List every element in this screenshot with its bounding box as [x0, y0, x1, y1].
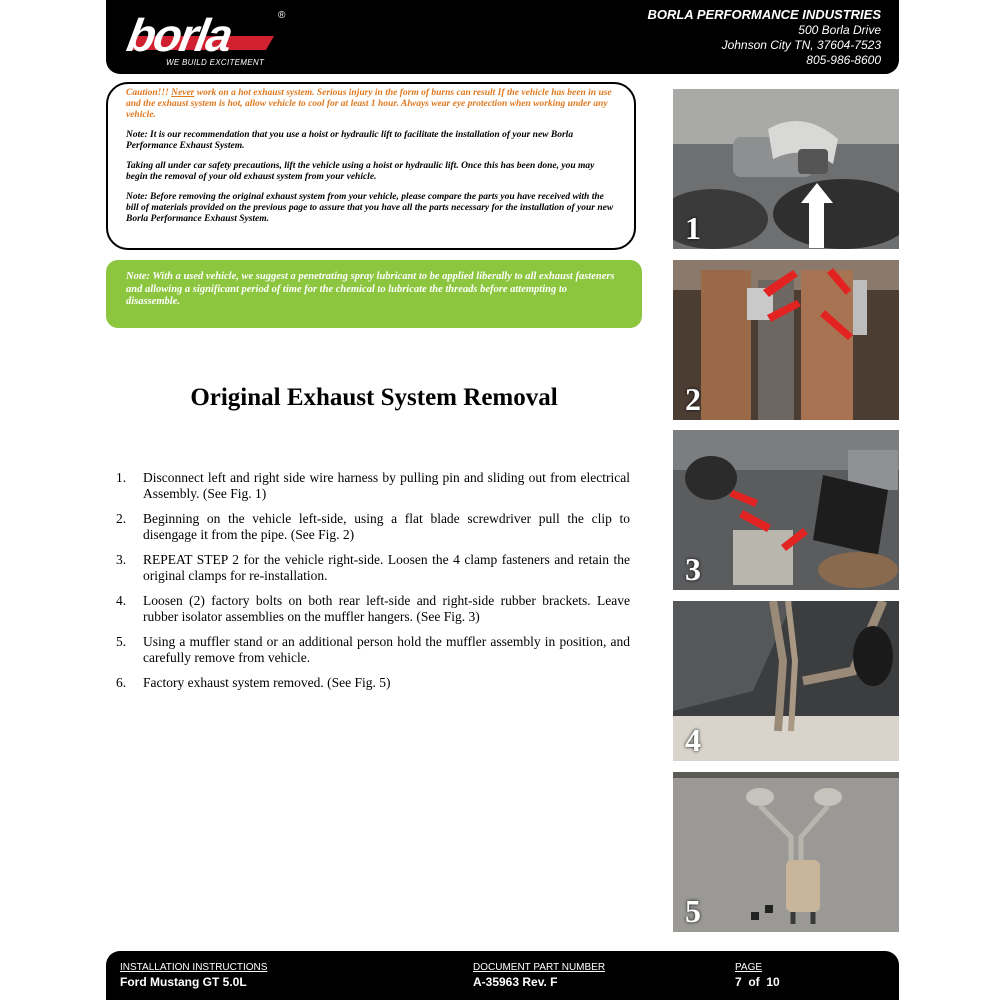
borla-logo: [123, 8, 298, 70]
step-item: [116, 675, 630, 691]
step-item: [116, 593, 630, 625]
lift-instructions: Taking all under car safety precautions, lift the vehicle using a hoist or hydraulic lift. Once this has been done, you may begin the removal of your old exhaust system from your vehicle.: [126, 161, 595, 182]
figure-number: 5: [685, 893, 701, 929]
step-number: 1.: [116, 470, 127, 485]
company-address-line2: Johnson City TN, 37604-7523: [721, 38, 881, 52]
caution-box: [106, 82, 636, 250]
footer-part-number: [473, 961, 605, 990]
footer-page: [735, 961, 780, 990]
step-text: REPEAT STEP 2 for the vehicle right-side. Loosen the 4 clamp fasteners and retain the original clamps for re-installation.: [143, 552, 630, 583]
logo-registered-mark: ®: [278, 10, 286, 21]
lubricant-note: Note: With a used vehicle, we suggest a penetrating spray lubricant to be applied liberally to all exhaust fasteners and allowing a significant period of time for the chemical to lubricate the threads before attempting to disassemble.: [106, 260, 642, 328]
step-text: Loosen (2) factory bolts on both rear left-side and right-side rubber brackets. Leave rubber isolator assemblies on the muffler hangers. (See Fig. 3): [143, 593, 630, 624]
footer-part-number-label: DOCUMENT PART NUMBER: [473, 962, 606, 973]
caution-paragraph: [126, 88, 616, 121]
company-phone: 805-986-8600: [806, 53, 881, 67]
step-item: [116, 552, 630, 584]
parts-check-note: Note: Before removing the original exhaust system from your vehicle, please compare the parts you have received with the bill of materials provided on the previous page to assure that you have all the parts necessary for the installation of your new Borla Performance Exhaust System.: [126, 192, 614, 224]
figure-number: 1: [685, 210, 701, 246]
figure-number: 4: [685, 722, 701, 758]
caution-prefix: Caution!!!: [126, 88, 172, 98]
logo-tagline: WE BUILD EXCITEMENT: [166, 58, 265, 67]
step-number: 3.: [116, 552, 127, 567]
footer-installation-label: INSTALLATION INSTRUCTIONS: [120, 962, 268, 973]
caution-rest: work on a hot exhaust system. Serious injury in the form of burns can result If the vehicle has been in use and the exhaust system is hot, allow vehicle to cool for at least 1 hour. Always wear eye protection when working under any vehicle.: [126, 88, 612, 120]
figure-number: 2: [685, 381, 701, 417]
footer-installation-value: Ford Mustang GT 5.0L: [120, 975, 247, 989]
footer-page-label: PAGE: [735, 962, 763, 973]
figure-2-photo: [673, 260, 899, 420]
step-number: 2.: [116, 511, 127, 526]
logo-wordmark: borla: [123, 9, 236, 61]
section-title: Original Exhaust System Removal: [190, 384, 558, 411]
step-text: Beginning on the vehicle left-side, using a flat blade screwdriver pull the clip to disengage it from the pipe. (See Fig. 2): [143, 511, 630, 542]
step-text: Using a muffler stand or an additional person hold the muffler assembly in position, and carefully remove from vehicle.: [143, 634, 630, 665]
step-number: 4.: [116, 593, 127, 608]
hoist-note: Note: It is our recommendation that you use a hoist or hydraulic lift to facilitate the installation of your new Borla Performance Exhaust System.: [126, 130, 574, 151]
step-item: [116, 511, 630, 543]
figure-5-photo: [673, 772, 899, 932]
page-footer: [106, 951, 899, 1000]
step-item: [116, 634, 630, 666]
figure-1-photo: [673, 89, 899, 249]
caution-never: Never: [171, 88, 195, 98]
removal-steps: [116, 470, 630, 700]
page-header: [106, 0, 899, 74]
step-item: [116, 470, 630, 502]
step-number: 5.: [116, 634, 127, 649]
company-address-line1: 500 Borla Drive: [798, 23, 881, 37]
step-text: Factory exhaust system removed. (See Fig. 5): [143, 675, 391, 690]
company-name: BORLA PERFORMANCE INDUSTRIES: [647, 7, 881, 22]
figure-3-photo: [673, 430, 899, 590]
step-number: 6.: [116, 675, 127, 690]
figure-number: 3: [685, 551, 701, 587]
step-text: Disconnect left and right side wire harness by pulling pin and sliding out from electrical Assembly. (See Fig. 1): [143, 470, 630, 501]
figure-4-photo: [673, 601, 899, 761]
company-info: [647, 7, 881, 68]
footer-installation: [120, 961, 267, 990]
footer-page-value: 7 of 10: [735, 975, 780, 989]
footer-part-number-value: A-35963 Rev. F: [473, 975, 558, 989]
